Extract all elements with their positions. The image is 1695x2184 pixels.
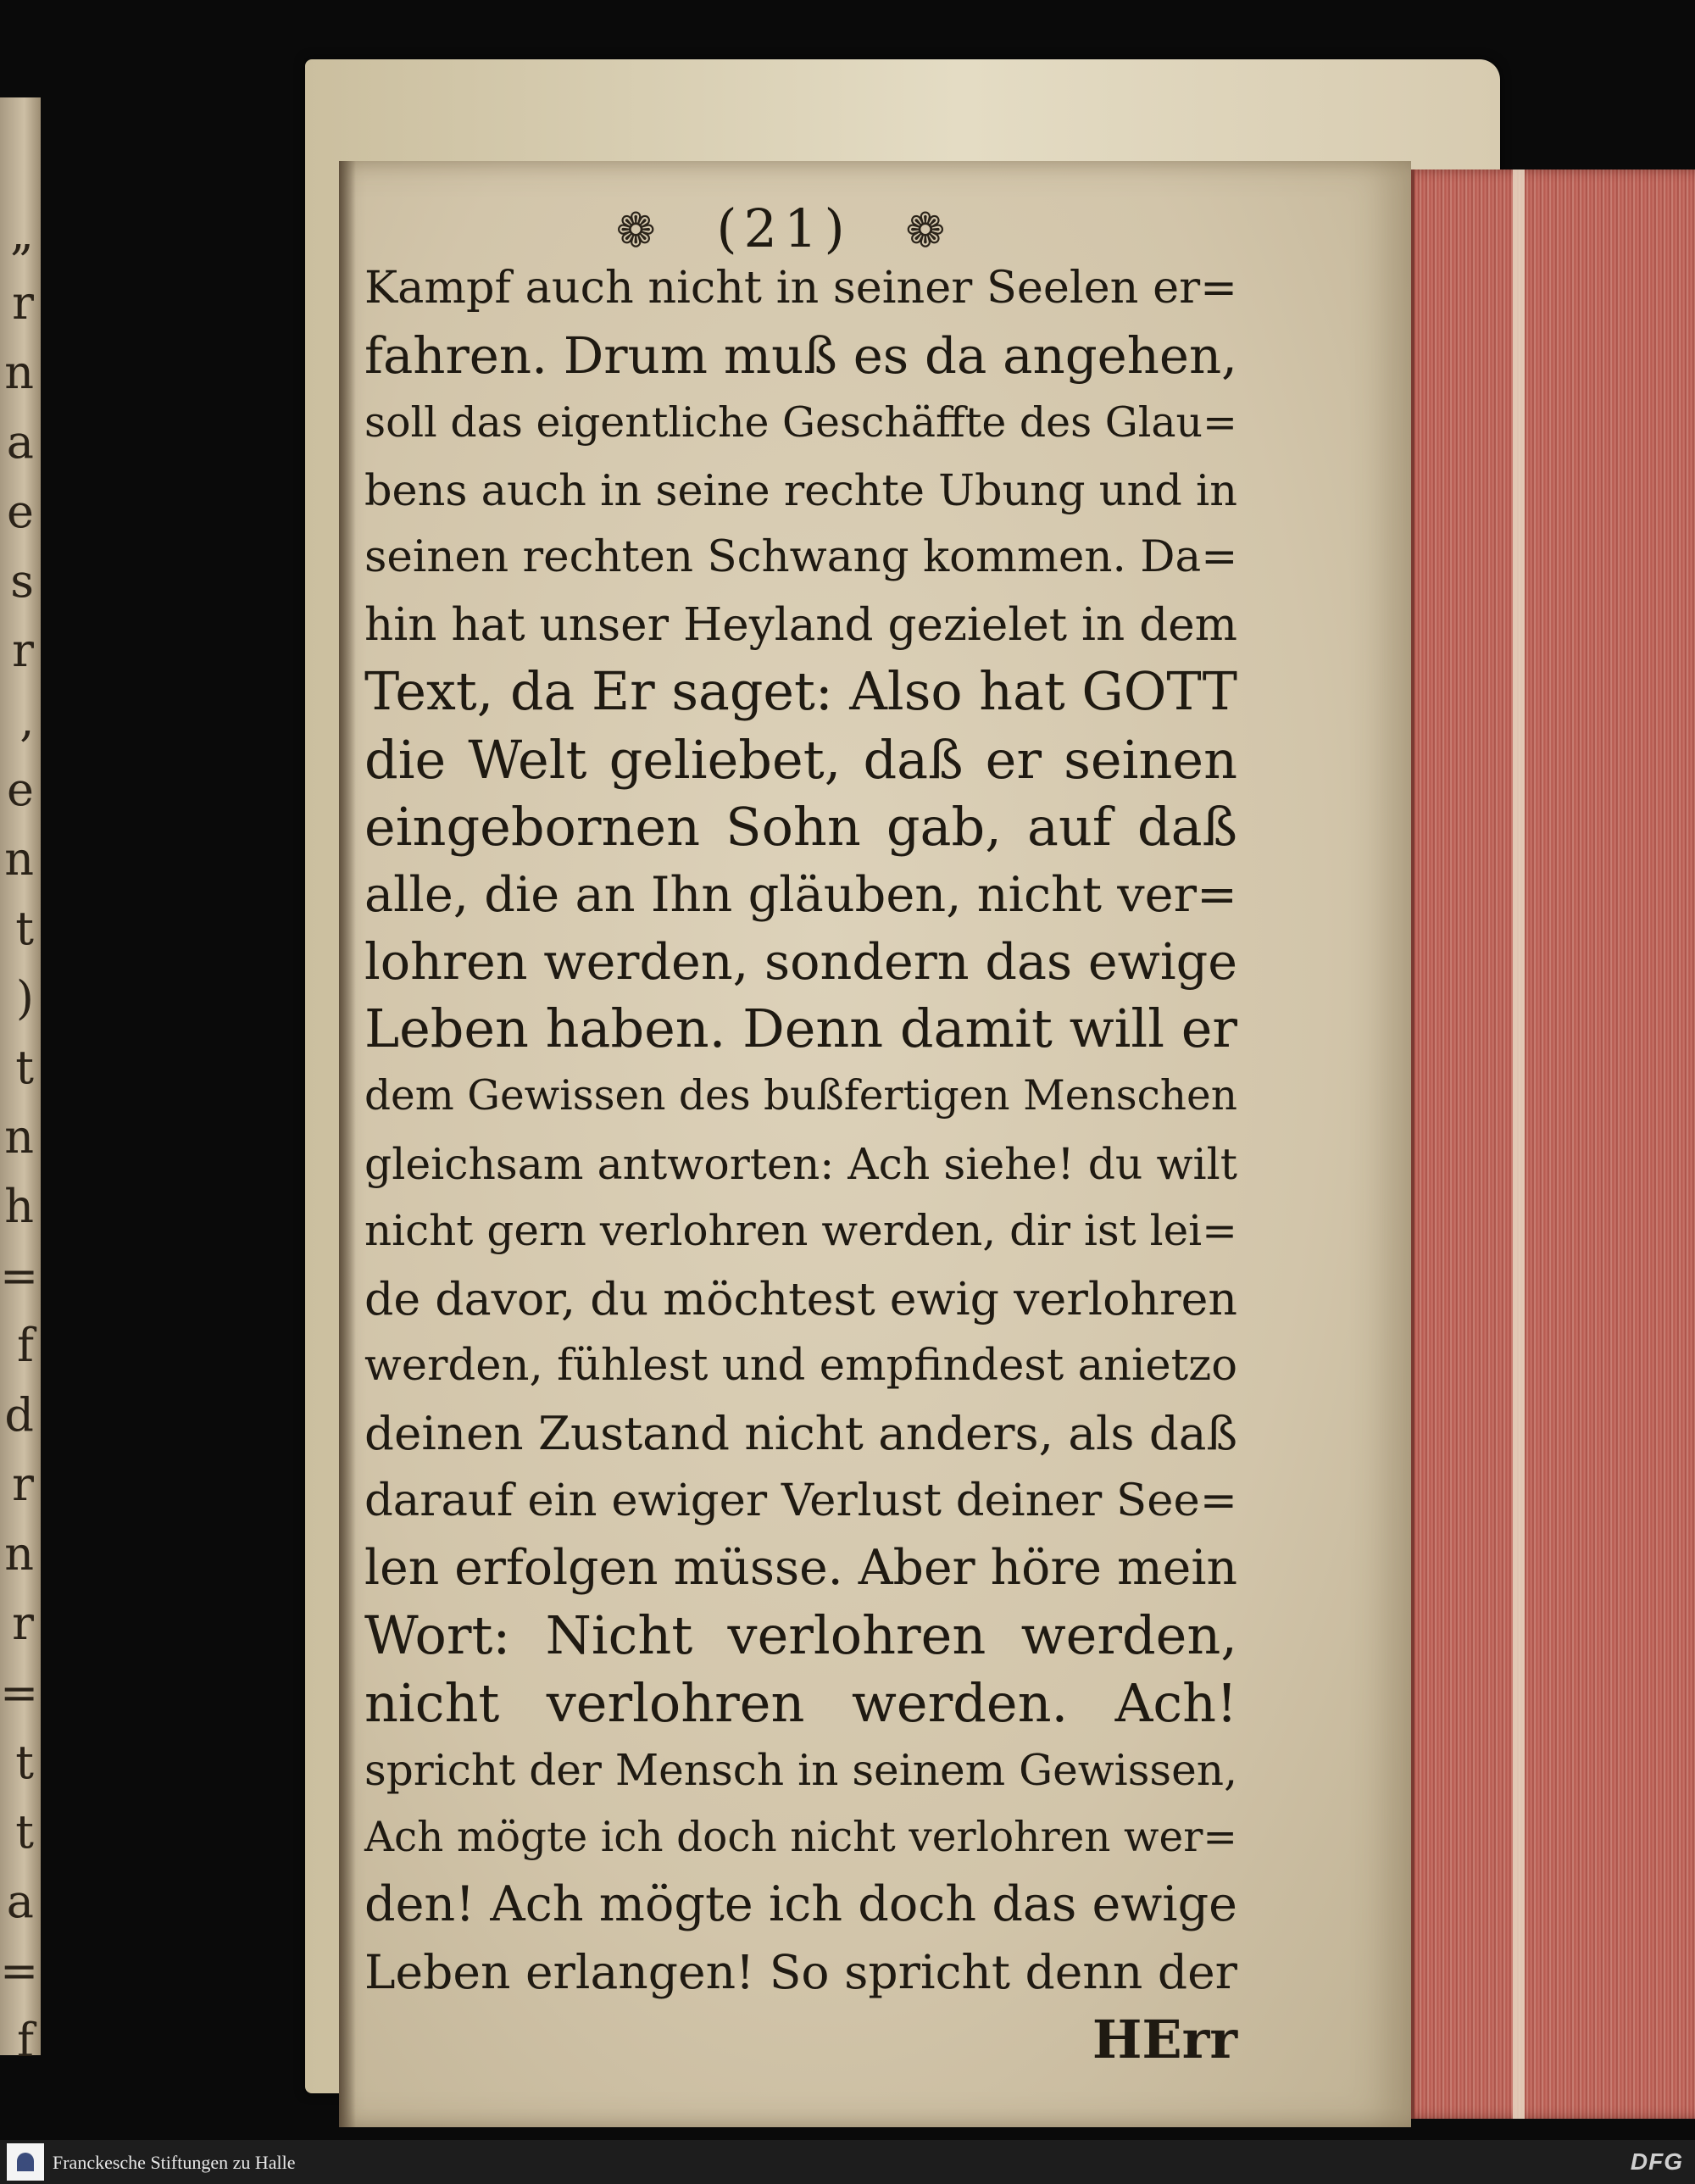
text-line: darauf ein ewiger Verlust deiner See=	[364, 1475, 1237, 1526]
text-line: hin hat unser Heyland gezielet in dem	[364, 597, 1237, 651]
text-line: Leben haben. Denn damit will er	[364, 998, 1237, 1059]
left-page-letter-fragment: =	[0, 1249, 39, 1303]
left-page-letter-fragment: „	[10, 207, 34, 260]
left-page-letter-fragment: a	[6, 1875, 34, 1928]
left-page-letter-fragment: r	[12, 276, 34, 330]
text-line: bens auch in seine rechte Ubung und in	[364, 464, 1237, 515]
left-page-letter-fragment: d	[4, 1388, 34, 1442]
vellum-binding	[305, 59, 1500, 2093]
text-line: spricht der Mensch in seinem Gewissen,	[364, 1745, 1237, 1795]
text-line: werden, fühlest und empfindest anietzo	[364, 1341, 1237, 1391]
page-text-block	[364, 195, 1237, 2074]
text-line: fahren. Drum muß es da angehen,	[364, 325, 1238, 385]
text-line: de davor, du möchtest ewig verlohren	[364, 1271, 1237, 1325]
left-page-letter-fragments	[0, 199, 39, 2076]
text-line: die Welt geliebet, daß er seinen	[364, 728, 1237, 791]
text-line: Wort: Nicht verlohren werden,	[364, 1604, 1237, 1666]
text-lines	[364, 254, 1237, 2006]
flower-ornament-icon: ❁	[615, 203, 663, 258]
institution-logo-icon	[7, 2143, 44, 2181]
left-page-letter-fragment: n	[4, 832, 34, 886]
left-page-letter-fragment: =	[0, 1666, 39, 1720]
left-page-letter-fragment: t	[15, 1041, 34, 1094]
institution-name: Franckesche Stiftungen zu Halle	[53, 2152, 296, 2173]
text-line: deinen Zustand nicht anders, als daß	[364, 1405, 1237, 1460]
text-line: gleichsam antworten: Ach siehe! du wilt	[364, 1138, 1237, 1189]
text-line: soll das eigentliche Geschäffte des Glau=	[364, 398, 1237, 447]
gutter-shadow	[339, 161, 356, 2127]
page-edge-highlight	[1513, 169, 1525, 2119]
left-page-letter-fragment: t	[15, 1805, 34, 1859]
text-line: seinen rechten Schwang kommen. Da=	[364, 531, 1238, 582]
left-page-letter-fragment: )	[15, 971, 34, 1025]
left-page-letter-fragment: t	[15, 1736, 34, 1789]
left-page-letter-fragment: n	[4, 1110, 34, 1164]
flower-ornament-icon: ❁	[905, 203, 953, 258]
left-page-letter-fragment: h	[4, 1180, 34, 1233]
left-page-letter-fragment: n	[4, 346, 34, 399]
text-line: Leben erlangen! So spricht denn der	[364, 1944, 1237, 1999]
text-line: len erfolgen müsse. Aber höre mein	[364, 1539, 1237, 1596]
text-line: nicht verlohren werden. Ach!	[364, 1671, 1237, 1734]
left-page-letter-fragment: a	[6, 415, 34, 469]
left-page-letter-fragment: =	[0, 1944, 39, 1998]
left-page-letter-fragment: s	[10, 554, 34, 608]
text-line: nicht gern verlohren werden, dir ist lei=	[364, 1206, 1237, 1255]
left-page-letter-fragment: r	[12, 1597, 34, 1650]
viewer-footer-bar	[0, 2140, 1695, 2184]
page-number: (21)	[716, 197, 852, 259]
text-line: dem Gewissen des bußfertigen Menschen	[364, 1072, 1237, 1120]
left-page-letter-fragment: r	[12, 1458, 34, 1511]
left-page-letter-fragment: ‚	[19, 693, 34, 747]
page-header	[331, 195, 1237, 259]
left-page-letter-fragment: n	[4, 1527, 34, 1581]
left-page-letter-fragment: f	[17, 1319, 34, 1372]
left-page-letter-fragment: r	[12, 624, 34, 677]
text-line: Kampf auch nicht in seiner Seelen er=	[364, 262, 1237, 314]
text-line: lohren werden, sondern das ewige	[364, 932, 1237, 991]
text-line: Text, da Er saget: Also hat GOTT	[364, 661, 1237, 722]
left-page-letter-fragment: t	[15, 902, 34, 955]
text-line: eingebornen Sohn gab, auf daß	[364, 796, 1237, 858]
left-page-letter-fragment: e	[7, 485, 34, 538]
text-line: alle, die an Ihn gläuben, nicht ver=	[364, 865, 1237, 923]
dfg-logo: DFG	[1630, 2148, 1683, 2175]
red-page-edges	[1411, 169, 1695, 2119]
left-page-letter-fragment: e	[7, 763, 34, 816]
text-line: Ach mögte ich doch nicht verlohren wer=	[364, 1813, 1237, 1861]
left-page-letter-fragment: f	[17, 2014, 34, 2067]
text-line: den! Ach mögte ich doch das ewige	[364, 1876, 1237, 1932]
catchword: HErr	[1092, 2009, 1237, 2070]
